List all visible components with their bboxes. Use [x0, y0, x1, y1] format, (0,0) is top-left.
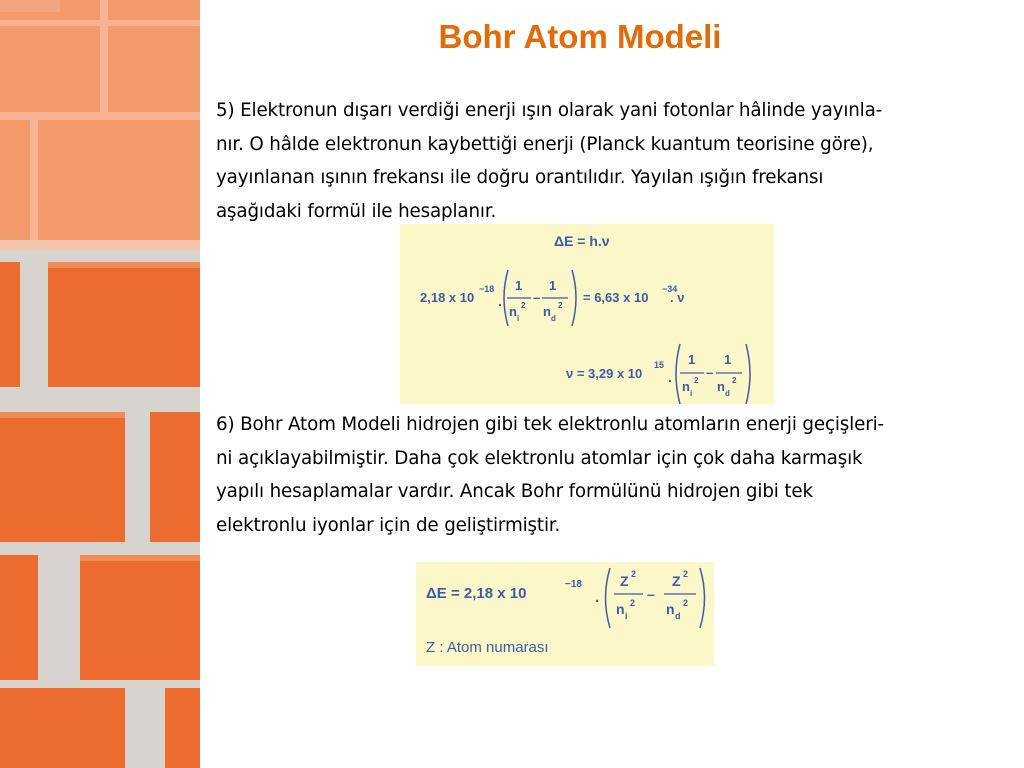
formula-1-coef: 2,18 x 10: [420, 290, 475, 305]
svg-text:n: n: [666, 601, 675, 617]
svg-text:15: 15: [654, 360, 665, 370]
svg-text:n: n: [509, 304, 517, 319]
brick-wall-decoration: [0, 0, 200, 768]
paragraph-6-line: 6) Bohr Atom Modeli hidrojen gibi tek elektronlu atomların enerji geçişleri-: [216, 414, 884, 435]
formula-1-coef-exponent: −18: [479, 284, 495, 294]
svg-text:−18: −18: [565, 579, 582, 590]
formula-2-note: Z : Atom numarası: [426, 639, 549, 656]
svg-text:–: –: [706, 365, 714, 380]
slide-title: Bohr Atom Modeli: [438, 18, 722, 55]
svg-text:d: d: [675, 611, 681, 621]
formula-bohr-ion: [416, 562, 714, 666]
svg-text:−34: −34: [662, 284, 678, 294]
svg-text:1: 1: [724, 352, 732, 367]
formula-1-frequency: ν = 3,29 x 10: [566, 366, 643, 381]
svg-text:.: .: [595, 589, 600, 606]
brick-wall-image: [0, 0, 200, 768]
svg-text:n: n: [717, 379, 725, 394]
svg-text:n: n: [543, 304, 551, 319]
paragraph-5-line: 5) Elektronun dışarı verdiği enerji ışın olarak yani fotonlar hâlinde yayınla-: [216, 100, 883, 121]
svg-text:–: –: [533, 290, 541, 305]
paragraph-5: [216, 94, 1006, 228]
svg-text:. ν: . ν: [670, 290, 685, 305]
fraction-numerator: 1: [515, 278, 523, 293]
svg-text:1: 1: [688, 352, 696, 367]
paragraph-6-line: ni açıklayabilmiştir. Daha çok elektronlu atomlar için çok daha karmaşık: [216, 447, 863, 469]
svg-text:–: –: [647, 586, 655, 602]
svg-text:2: 2: [694, 376, 699, 385]
svg-text:1: 1: [549, 278, 557, 293]
svg-text:2: 2: [631, 569, 637, 579]
svg-text:.: .: [498, 293, 502, 309]
svg-text:.: .: [668, 369, 672, 385]
formula-1-line-1: ΔE = h.ν: [554, 233, 610, 249]
svg-text:2: 2: [521, 301, 526, 310]
paragraph-5-line: yayınlanan ışının frekansı ile doğru orantılıdır. Yayılan ışığın frekansı: [216, 167, 824, 188]
svg-text:Z: Z: [672, 573, 681, 589]
formula-1-rhs: = 6,63 x 10: [583, 290, 649, 305]
svg-text:n: n: [682, 379, 690, 394]
svg-text:2: 2: [558, 301, 563, 310]
paragraph-6-line: elektronlu iyonlar için de geliştirmiştir.: [216, 514, 561, 536]
svg-text:2: 2: [630, 598, 636, 608]
svg-text:d: d: [551, 314, 556, 323]
svg-text:i: i: [625, 611, 628, 621]
svg-text:i: i: [690, 389, 693, 398]
paragraph-5-line: nır. O hâlde elektronun kaybettiği enerji (Planck kuantum teorisine göre),: [216, 133, 874, 155]
svg-text:n: n: [616, 601, 625, 617]
svg-text:2: 2: [683, 569, 689, 579]
svg-text:2: 2: [683, 598, 689, 608]
paragraph-5-line: aşağıdaki formül ile hesaplanır.: [216, 200, 497, 222]
paragraph-6-line: yapılı hesaplamalar vardır. Ancak Bohr formülünü hidrojen gibi tek: [216, 481, 813, 502]
svg-text:i: i: [517, 314, 520, 323]
svg-text:d: d: [725, 389, 730, 398]
paragraph-6: [216, 408, 1006, 542]
svg-text:2: 2: [732, 376, 737, 385]
formula-2-lhs: ΔE = 2,18 x 10: [426, 585, 527, 602]
formula-energy-frequency: [400, 224, 774, 404]
svg-text:Z: Z: [620, 573, 629, 589]
